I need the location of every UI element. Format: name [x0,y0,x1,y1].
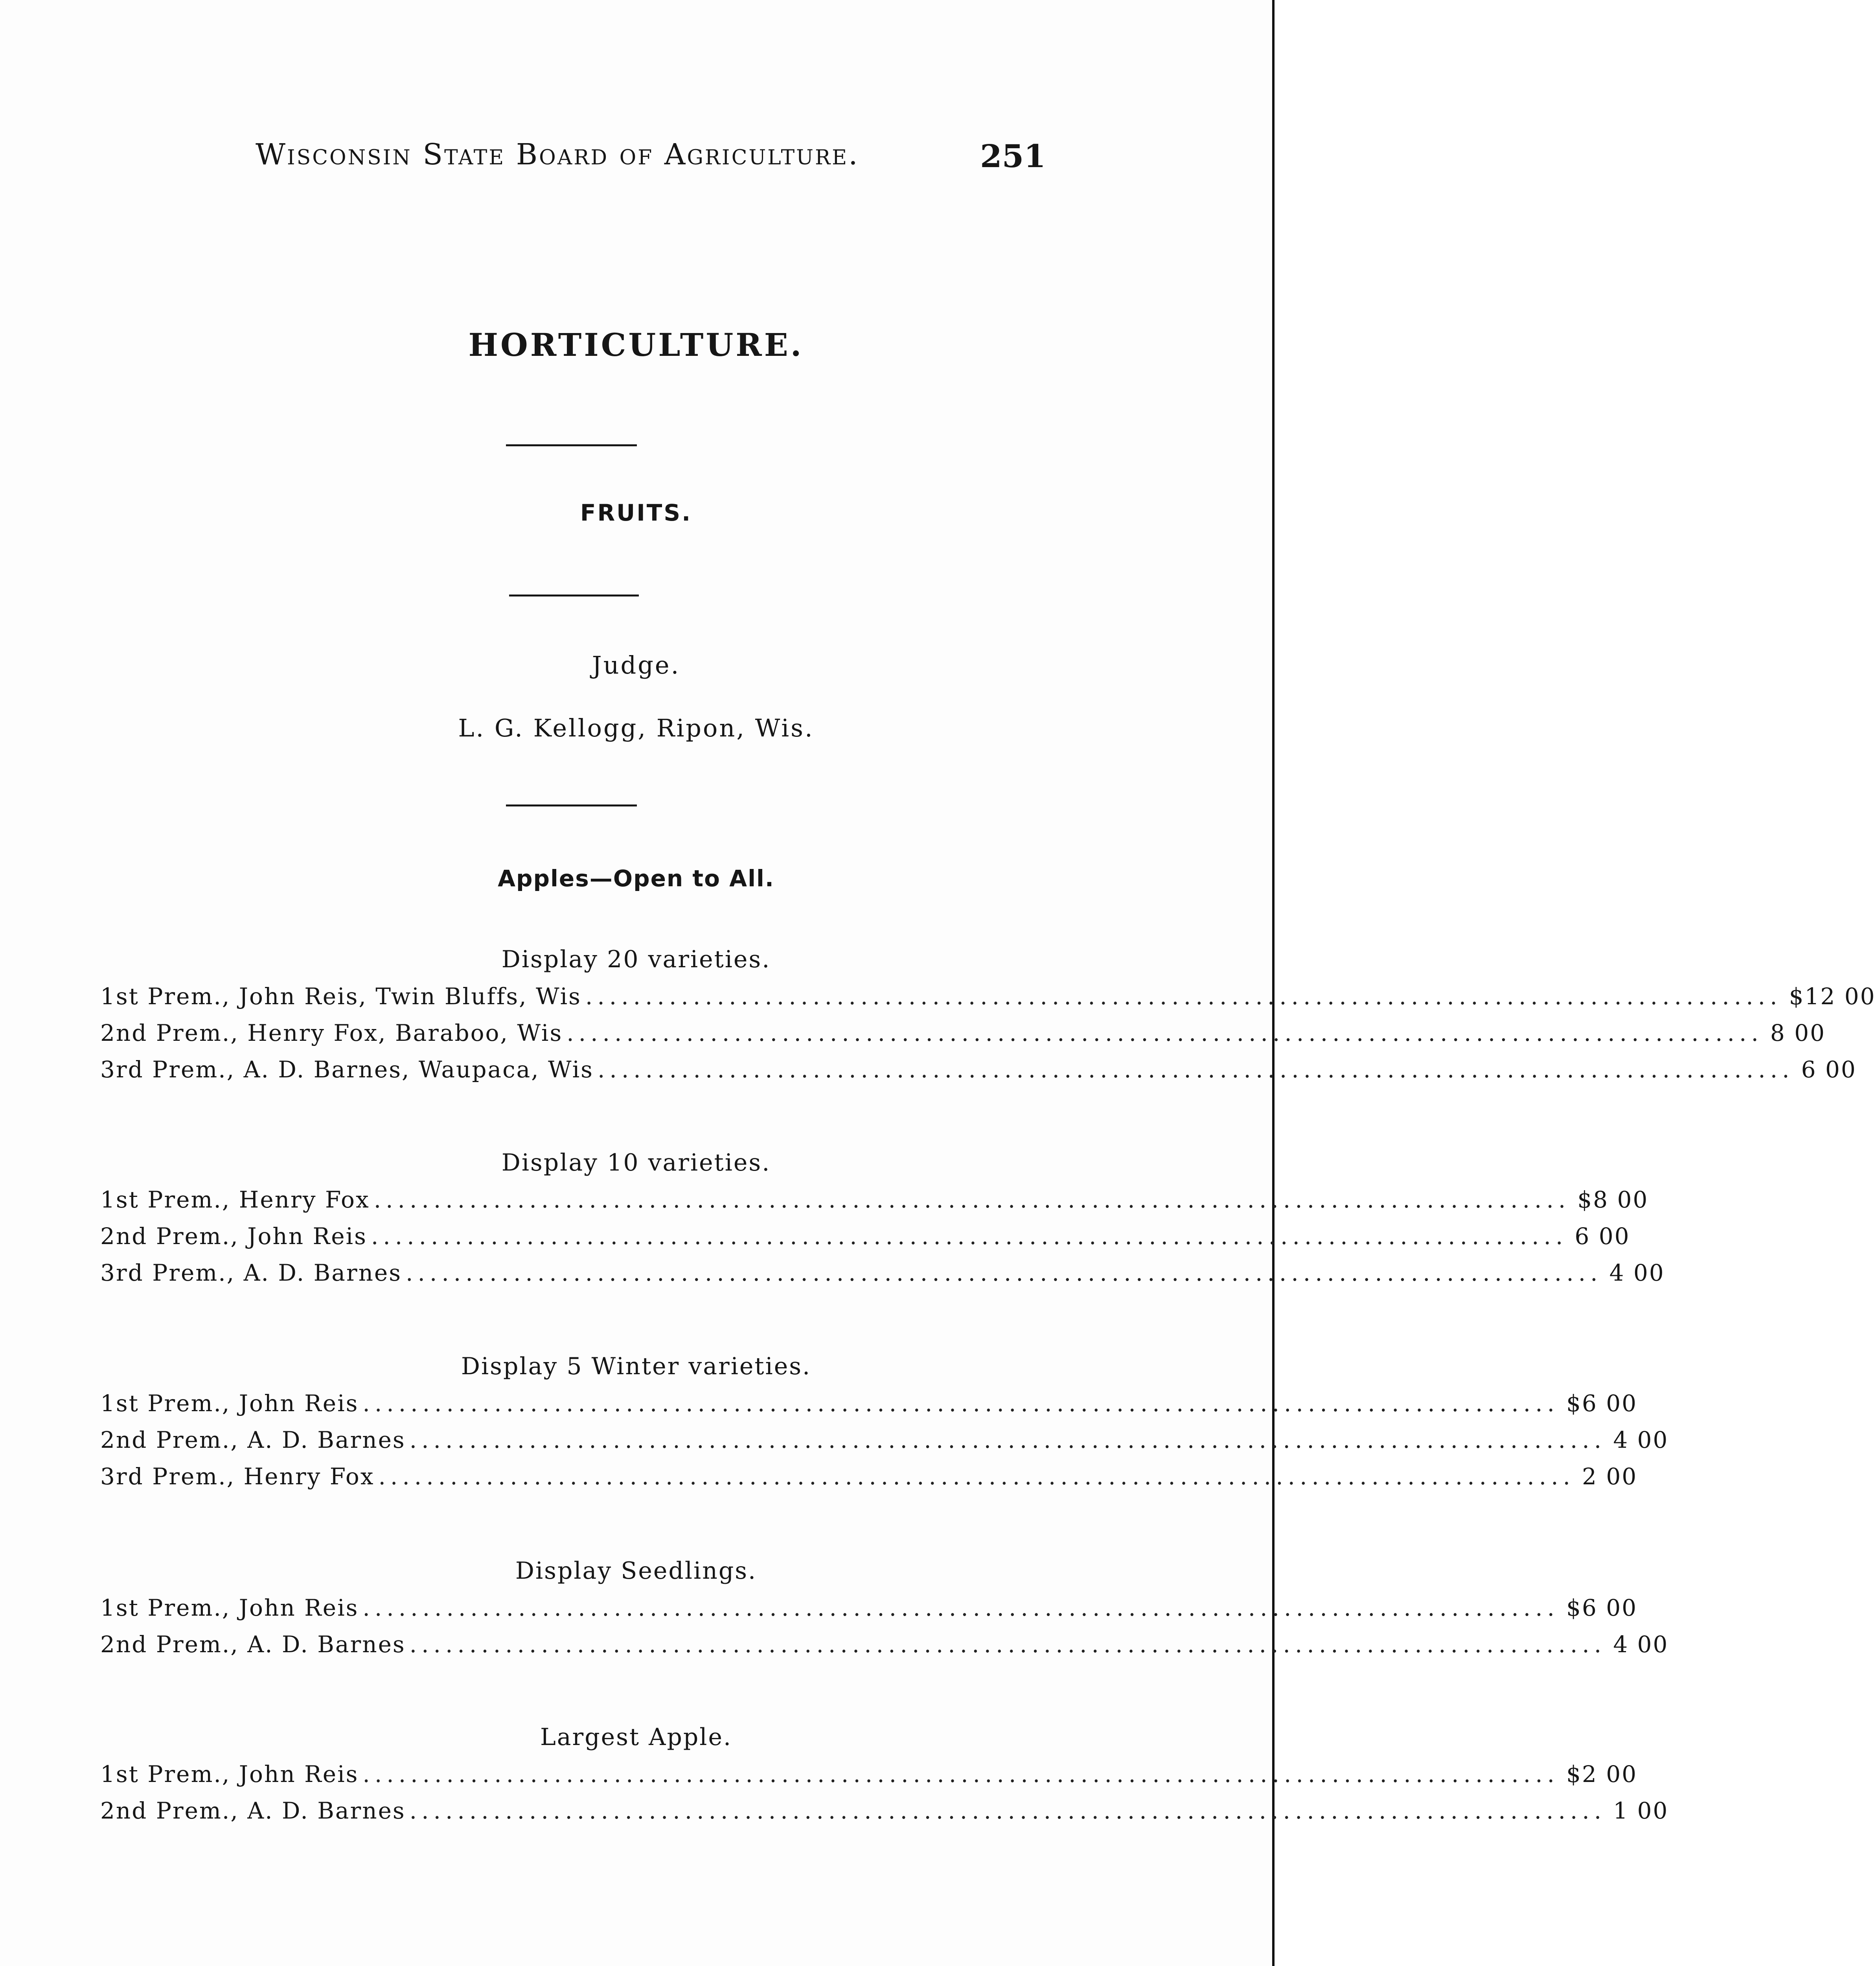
award-row [100,1259,1665,1291]
award-place: 3rd Prem., [100,1259,235,1286]
award-amount: 2 00 [1582,1463,1638,1490]
award-row [100,1186,1649,1218]
dot-leader: .................................................................................................... [362,1390,1560,1417]
dot-leader: .................................................................................................... [409,1797,1606,1824]
award-row [100,1223,1630,1254]
award-place: 3rd Prem., [100,1056,235,1083]
dot-leader: .................................................................................................... [362,1594,1560,1621]
award-place: 2nd Prem., [100,1797,239,1824]
award-row [100,1390,1638,1421]
running-head [256,138,1046,181]
dot-leader: .................................................................................................... [409,1631,1606,1658]
dot-leader: .................................................................................................... [371,1223,1568,1250]
award-amount: $8 00 [1577,1186,1649,1213]
award-row [100,1594,1638,1626]
award-row [100,1631,1669,1662]
judge-name: L. G. Kellogg, Ripon, Wis. [458,714,814,742]
award-place: 2nd Prem., [100,1631,239,1658]
dot-leader: .................................................................................................... [373,1186,1571,1213]
award-place: 1st Prem., [100,1390,231,1417]
running-title: Wisconsin State Board of Agriculture. [256,138,859,171]
award-winner: Henry Fox [243,1463,375,1490]
award-amount: 4 00 [1613,1427,1669,1453]
dot-leader: .................................................................................................... [362,1761,1560,1787]
award-place: 3rd Prem., [100,1463,235,1490]
award-place: 2nd Prem., [100,1020,239,1046]
award-place: 1st Prem., [100,1761,231,1787]
award-amount: 1 00 [1613,1797,1669,1824]
page-number: 251 [980,138,1046,175]
award-winner: A. D. Barnes, Waupaca, Wis [243,1056,594,1083]
award-place: 1st Prem., [100,1186,231,1213]
award-winner: Henry Fox, Baraboo, Wis [247,1020,563,1046]
award-section-title: Largest Apple. [540,1723,732,1751]
award-amount: $6 00 [1566,1594,1638,1621]
award-winner: John Reis, Twin Bluffs, Wis [239,983,581,1010]
divider [509,595,639,596]
award-amount: 8 00 [1770,1020,1826,1046]
award-amount: $2 00 [1566,1761,1638,1787]
section-title: HORTICULTURE. [468,326,804,363]
award-row [100,1056,1857,1088]
award-amount: 4 00 [1609,1259,1665,1286]
award-winner: Henry Fox [239,1186,370,1213]
subsection-title: FRUITS. [580,499,692,526]
award-place: 1st Prem., [100,1594,231,1621]
award-row [100,1797,1669,1829]
dot-leader: .................................................................................................... [409,1427,1606,1453]
award-amount: 6 00 [1574,1223,1630,1250]
category-heading: Apples—Open to All. [498,865,774,892]
dot-leader: .................................................................................................... [597,1056,1794,1083]
award-section-title: Display Seedlings. [515,1557,757,1585]
dot-leader: .................................................................................................... [378,1463,1575,1490]
dot-leader: .................................................................................................... [566,1020,1763,1046]
award-winner: A. D. Barnes [243,1259,402,1286]
award-amount: 4 00 [1613,1631,1669,1658]
dot-leader: .................................................................................................... [406,1259,1602,1286]
judge-label: Judge. [592,651,681,679]
award-row [100,983,1876,1014]
divider [506,444,637,446]
award-section-title: Display 20 varieties. [501,946,771,973]
award-winner: A. D. Barnes [247,1427,406,1453]
award-section-title: Display 5 Winter varieties. [461,1353,811,1380]
dot-leader: .................................................................................................... [585,983,1782,1010]
award-row [100,1761,1638,1792]
award-winner: John Reis [239,1594,359,1621]
divider [506,804,637,806]
award-winner: John Reis [239,1761,359,1787]
award-place: 2nd Prem., [100,1223,239,1250]
award-winner: John Reis [247,1223,367,1250]
award-amount: $12 00 [1789,983,1876,1010]
award-row [100,1427,1669,1458]
award-place: 1st Prem., [100,983,231,1010]
award-winner: A. D. Barnes [247,1631,406,1658]
award-winner: A. D. Barnes [247,1797,406,1824]
award-row [100,1020,1826,1051]
award-amount: 6 00 [1801,1056,1857,1083]
award-row [100,1463,1638,1495]
award-place: 2nd Prem., [100,1427,239,1453]
award-amount: $6 00 [1566,1390,1638,1417]
award-section-title: Display 10 varieties. [501,1149,771,1176]
award-winner: John Reis [239,1390,359,1417]
